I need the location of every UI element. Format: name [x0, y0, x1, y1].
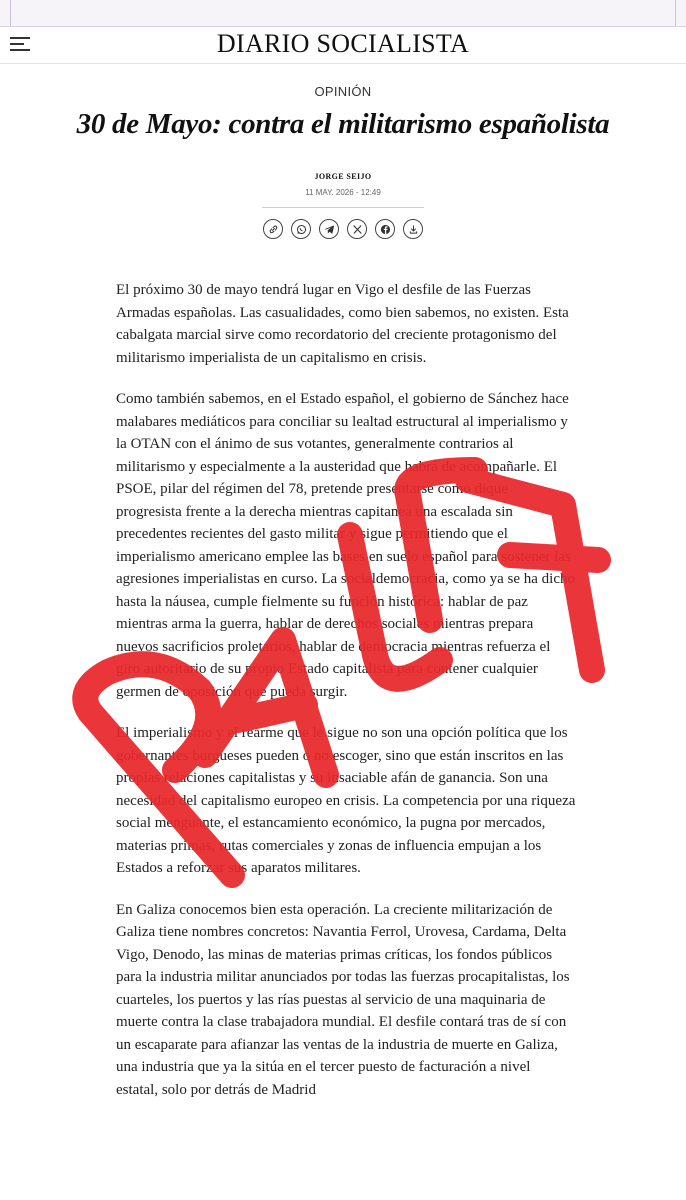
top-strip-frame [10, 0, 676, 26]
link-icon[interactable] [263, 219, 283, 239]
telegram-icon[interactable] [319, 219, 339, 239]
site-header [0, 27, 686, 64]
divider [262, 207, 424, 208]
facebook-icon[interactable] [375, 219, 395, 239]
article-body [116, 279, 576, 1120]
paragraph-4: En Galiza conocemos bien esta operación. La creciente militarización de Galiza tiene nombres concretos: Navantia Ferrol, Urovesa, Cardama, Delta Vigo, Denodo, las minas de materias primas críticas, los fondos públicos para la industria militar anunciados por todas las fuerzas procapitalistas, los cuarteles, los puertos y las rías puestas al servicio de una maquinaria de muerte contra la clase trabajadora mundial. El desfile contará tras de sí con un escaparate para afianzar las ventas de la industria de muerte en Galiza, una industria que ya la sitúa en el tercer puesto de facturación a nivel estatal, solo por detrás de Madrid [116, 901, 570, 1098]
download-icon[interactable] [403, 219, 423, 239]
section-label[interactable]: OPINIÓN [314, 84, 372, 99]
paragraph-3: El imperialismo y el rearme que le sigue no son una opción política que los gobernantes burgueses pueden o no escoger, sino que están inscritos en las propias relaciones capitalistas y su insaciable afán de ganancia. Son una necesidad del capitalismo europeo en crisis. La competencia por una riqueza social menguante, el estancamiento económico, la pugna por mercados, materias primas, rutas comerciales y zonas de influencia empujan a los Estados a reforzar sus aparatos militares. [116, 725, 576, 876]
site-logo[interactable]: DIARIO SOCIALISTA [216, 29, 470, 58]
article-title: 30 de Mayo: contra el militarismo españolista [76, 108, 610, 140]
paragraph-2: Como también sabemos, en el Estado español, el gobierno de Sánchez hace malabares mediáticos para conciliar su lealtad estructural al imperialismo y la OTAN con el ánimo de sus votantes, generalmente contrarios al militarismo y especialmente a la austeridad que habrá de acompañarle. El PSOE, pilar del régimen del 78, pretende presentarse como dique progresista frente a la derecha mientras capitanea una escalada sin precedentes recientes del gasto militar y sigue permitiendo que el imperialismo americano emplee las bases en suelo español para sostener las agresiones imperialistas en curso. La socialdemocracia, como ya se ha dicho hasta la náusea, cumple fielmente su función histórica: hablar de paz mientras arma la guerra, hablar de derechos sociales mientras prepara nuevos sacrificios proletarios, hablar de democracia mientras refuerza el giro autoritario de su propio Estado capitalista para contener cualquier germen de oposición que pueda surgir. [116, 391, 575, 700]
top-strip [0, 0, 686, 27]
whatsapp-icon[interactable] [291, 219, 311, 239]
share-bar [263, 219, 423, 239]
paragraph-1: El próximo 30 de mayo tendrá lugar en Vigo el desfile de las Fuerzas Armadas españolas. Las casualidades, como bien sabemos, no existen. Esta cabalgata marcial sirve como recordatorio del creciente protagonismo del militarismo imperialista de un capitalismo en crisis. [116, 282, 569, 366]
article-date: 11 MAY. 2026 - 12:49 [305, 188, 381, 197]
article-author[interactable]: JORGE SEIJO [314, 172, 372, 181]
x-icon[interactable] [347, 219, 367, 239]
